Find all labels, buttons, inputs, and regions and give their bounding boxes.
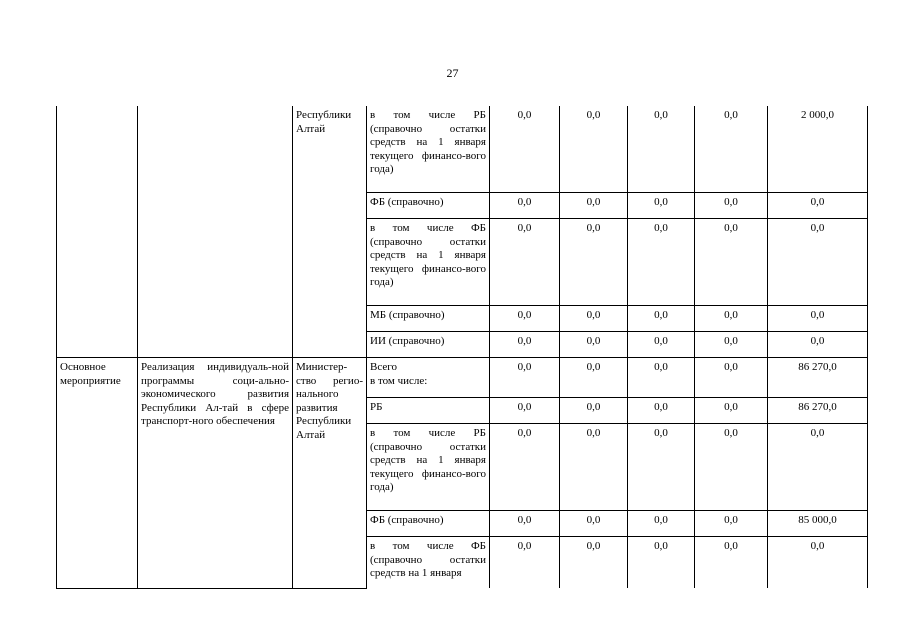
value-cell: 0,0 — [768, 193, 868, 219]
value-cell: 0,0 — [560, 537, 628, 589]
value-cell: 86 270,0 — [768, 398, 868, 424]
value-cell: 86 270,0 — [768, 358, 868, 398]
budget-table — [56, 106, 868, 589]
executor-cell: Министер-ство регио-нального развития Республики Алтай — [293, 358, 367, 589]
executor-cell: Республики Алтай — [293, 106, 367, 358]
value-cell: 0,0 — [768, 306, 868, 332]
funding-source-cell: РБ — [367, 398, 490, 424]
value-cell: 0,0 — [695, 537, 768, 589]
value-cell: 0,0 — [560, 193, 628, 219]
value-cell: 0,0 — [628, 398, 695, 424]
funding-source-cell: в том числе РБ (справочно остатки средств на 1 января текущего финансо-вого года) — [367, 106, 490, 193]
value-cell: 0,0 — [628, 193, 695, 219]
value-cell: 0,0 — [695, 193, 768, 219]
value-cell: 2 000,0 — [768, 106, 868, 193]
value-cell: 0,0 — [695, 332, 768, 358]
value-cell: 0,0 — [560, 398, 628, 424]
value-cell: 0,0 — [695, 306, 768, 332]
value-cell: 0,0 — [695, 358, 768, 398]
funding-source-cell: в том числе РБ (справочно остатки средств на 1 января текущего финансо-вого года) — [367, 424, 490, 511]
funding-source-cell: ФБ (справочно) — [367, 193, 490, 219]
value-cell: 0,0 — [768, 424, 868, 511]
value-cell: 0,0 — [768, 332, 868, 358]
value-cell: 0,0 — [695, 511, 768, 537]
value-cell: 0,0 — [628, 332, 695, 358]
funding-source-cell: в том числе ФБ (справочно остатки средств на 1 января — [367, 537, 490, 589]
value-cell: 0,0 — [695, 106, 768, 193]
value-cell: 0,0 — [560, 424, 628, 511]
value-cell: 0,0 — [628, 537, 695, 589]
value-cell: 0,0 — [490, 332, 560, 358]
funding-source-cell: в том числе ФБ (справочно остатки средств на 1 января текущего финансо-вого года) — [367, 219, 490, 306]
funding-source-cell: МБ (справочно) — [367, 306, 490, 332]
page-number: 27 — [446, 66, 459, 80]
value-cell: 0,0 — [490, 511, 560, 537]
value-cell: 0,0 — [560, 511, 628, 537]
table-row — [57, 358, 868, 398]
value-cell: 0,0 — [560, 358, 628, 398]
value-cell: 0,0 — [695, 424, 768, 511]
value-cell: 0,0 — [628, 306, 695, 332]
value-cell: 0,0 — [628, 511, 695, 537]
value-cell: 0,0 — [490, 358, 560, 398]
funding-source-cell: ИИ (справочно) — [367, 332, 490, 358]
funding-source-cell: ФБ (справочно) — [367, 511, 490, 537]
type-cell — [57, 106, 138, 358]
value-cell: 0,0 — [490, 537, 560, 589]
value-cell: 0,0 — [560, 332, 628, 358]
value-cell: 0,0 — [628, 424, 695, 511]
value-cell: 0,0 — [628, 219, 695, 306]
value-cell: 85 000,0 — [768, 511, 868, 537]
funding-source-cell: Всего в том числе: — [367, 358, 490, 398]
value-cell: 0,0 — [490, 106, 560, 193]
activity-type-cell: Основное мероприятие — [57, 358, 138, 589]
value-cell: 0,0 — [695, 398, 768, 424]
name-cell — [138, 106, 293, 358]
value-cell: 0,0 — [490, 398, 560, 424]
activity-name-cell: Реализация индивидуаль-ной программы соци-ально-экономического развития Республики Ал-тай в сфере транспорт-ного обеспечения — [138, 358, 293, 589]
value-cell: 0,0 — [628, 358, 695, 398]
table-row — [57, 106, 868, 193]
value-cell: 0,0 — [768, 219, 868, 306]
value-cell: 0,0 — [560, 219, 628, 306]
value-cell: 0,0 — [490, 306, 560, 332]
value-cell: 0,0 — [490, 193, 560, 219]
value-cell: 0,0 — [768, 537, 868, 589]
value-cell: 0,0 — [628, 106, 695, 193]
value-cell: 0,0 — [695, 219, 768, 306]
value-cell: 0,0 — [490, 219, 560, 306]
value-cell: 0,0 — [490, 424, 560, 511]
value-cell: 0,0 — [560, 306, 628, 332]
value-cell: 0,0 — [560, 106, 628, 193]
